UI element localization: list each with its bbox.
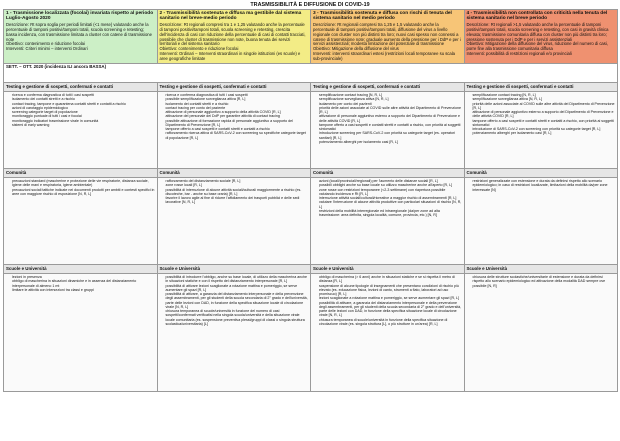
measure-item: • interruzione attività sociali/culturali/ricreative a maggior rischio di assembramenti [R, L] — [319, 196, 462, 200]
section-label: Scuole e Università — [311, 265, 465, 274]
measures-list — [6, 179, 155, 196]
scenario-heading: 3 - Trasmissibilità sostenuta e diffusa con rischi di tenuta del sistema sanitario nel medio periodo — [313, 11, 452, 22]
measures-cell — [464, 274, 618, 392]
measure-item: • chiusura temporanea di scuole/università in funzione del numero di casi sospetti/confermati verificatisi nella singola scuola/università e della situazione virale locale comunitaria (es. sospensione preventiva plessi/gruppi di classi o singola struttura scolastica/universitaria) [L] — [166, 309, 309, 326]
measure-item: • introduzione di SARS-CoV-2 con screening con priorità su categorie target [R, L] — [473, 127, 616, 131]
measure-item: • lezioni scaglionate a rotazione mattina e pomeriggio, se serve aumentare gli spazi [R, L] — [319, 296, 462, 300]
measure-item: • azioni di carotaggio epidemiologico — [12, 106, 155, 110]
scenario-interventions: Interventi: Ordinari – Interventi straordinari in singole istituzioni (es scuole) e aree geografiche limitate — [159, 51, 301, 62]
measures-cell — [311, 92, 465, 169]
section-header-row — [4, 265, 618, 274]
measure-item: • ricerca e conferma diagnostica di tutti i casi sospetti — [166, 93, 309, 97]
section-label: Testing e gestione di sospetti, confermati e contatti — [157, 83, 311, 92]
scenario-heading: 4 - Trasmissibilità non controllata con criticità nella tenuta del sistema sanitario nel breve periodo — [466, 11, 608, 22]
measure-item: • rafforzamento del distanziamento sociale [R, L] — [166, 179, 309, 183]
period-row — [4, 64, 618, 83]
measure-item: • priorità delle azioni associate al COVID sulle altre attività del Dipartimento di Prevenzione [R, L] — [473, 102, 616, 111]
section-label: Scuole e Università — [4, 265, 158, 274]
measure-item: • favorire il lavoro agile al fine di ridurre l'affollamento dei trasporti pubblici e delle sedi lavorative [N, R, L] — [166, 196, 309, 205]
measure-item: • attivazione del personale dei DdP per garantire attività di contact tracing — [166, 114, 309, 118]
measures-cell — [464, 92, 618, 169]
measure-item: • chiusura delle strutture scolastiche/universitarie di estensione e durata da definirsi rispetto allo scenario epidemiologico ed attivazione della modalità DAD sempre ove possibile [N, R] — [473, 275, 616, 288]
measures-list — [313, 93, 462, 144]
measure-item: • tampone offerto a casi sospetti e contatti stretti e contatti a rischio, con priorità ai soggetti sintomatici — [473, 119, 616, 128]
measure-item: • potenziamento alberghi per isolamento casi [R, L] — [319, 140, 462, 144]
section-body-row — [4, 274, 618, 392]
section-label: Comunità — [464, 169, 618, 178]
measures-cell — [157, 274, 311, 392]
section-header-row — [4, 83, 618, 92]
measure-item: • restrizioni della mobilità interregionale ed intraregionale (da/per zone ad alta trasmissione: area definita, singola località, comune, provincia, etc.) [N, R] — [319, 209, 462, 218]
measure-item: • possibilità di introdurre l'obbligo, anche su base locale, di utilizzo della mascherina anche in situazioni statiche e con il rispetto del distanziamento interpersonale [R, L] — [166, 275, 309, 284]
measures-cell — [311, 274, 465, 392]
measure-item: • introduzione screening per SARS-CoV-2 con priorità su categorie target (es. operatori sanitari) [R, L] — [319, 131, 462, 140]
measures-list — [467, 179, 616, 192]
measure-item: • zone rosse con restrizioni temporanee (<2-3 settimane) con riapertura possibile valutando incidenza e Rt [R, L] — [319, 188, 462, 197]
scenario-description: Descrizione: Rt sopra soglia per periodi limitati (<1 mese) valutando anche la percentuale di tamponi positivi/tamponi totali, scuola screening e retesting; bassa incidenza, con trasmissione limitata a cluster con catene di trasmissione note — [6, 21, 152, 42]
measures-list — [160, 275, 309, 326]
measures-cell — [4, 92, 158, 169]
measure-item: • attivazione di personale aggiuntivo a supporto della attività COVID [R, L] — [166, 110, 309, 114]
measure-item: • restrizioni generalizzate con estensione e durata da definirsi rispetto allo scenario epidemiologico; in caso di restrizioni localizzate, limitazioni della mobilità da/per zone interessate [N] — [473, 179, 616, 192]
measure-item: • semplificazione sorveglianza attiva [N, R, L] — [319, 97, 462, 101]
scenario-interventions: Interventi: possibilità di restrizioni regionali e/o provinciali — [466, 51, 572, 57]
scenario-description: Descrizione: Rt regionali compresi tra 1 e 1,25 valutando anche la percentuale di tamponi positivi/tamponi totali, scuola screening e retesting, crescita dell'incidenza di casi con riduzione della percentuale di casi di contatti tracciati, possibile che cluster di trasmissione non note, buona tenuta dei servizi territoriali e del sistema sanitario — [159, 21, 306, 47]
measures-cell — [311, 178, 465, 265]
measure-item: • screening categorie target di popolazione — [12, 110, 155, 114]
measure-item: • monitoraggio indicatori trasmissione virale in comunità — [12, 119, 155, 123]
measure-item: • contact tracing per conto del paziente — [166, 106, 309, 110]
measure-item: • tampone offerto a casi sospetti e contatti stretti e contatti a rischio, con priorità ai soggetti sintomatici — [319, 123, 462, 132]
measure-item: • obbligo di mascherina (> 6 anni) anche in situazioni statiche e se si rispetta il metro di distanza [R, L] — [319, 275, 462, 284]
measure-item: • possibile attivazione di formazione rapida di personale aggiuntivo a supporto del Dipartimento di Prevenzione [R, L] — [166, 119, 309, 128]
section-label: Scuole e Università — [157, 265, 311, 274]
document-title: TRASMISSIBILITÀ E DIFFUSIONE DI COVID-19 — [250, 2, 370, 8]
measure-item: • potenziamento alberghi per isolamento casi [R, L] — [473, 131, 616, 135]
section-label: Testing e gestione di sospetti, confermati e contatti — [464, 83, 618, 92]
section-label: Testing e gestione di sospetti, confermati e contatti — [4, 83, 158, 92]
scenario-heading: 1 - Trasmissione localizzata (focolai) invariata rispetto al periodo Luglio-Agosto 2020 — [6, 11, 154, 22]
section-header-row — [4, 169, 618, 178]
section-label: Comunità — [157, 169, 311, 178]
measures-list — [467, 93, 616, 136]
scenario-3-cell — [311, 10, 465, 64]
scenario-objective: Obiettivo: contenimento e riduzione focolai — [159, 46, 239, 52]
measure-item: • precauzioni sociali tattiche indicate nei documenti prodotti per ambiti e contesti specifici in aree con maggiore rischio di esposizione [N, R, L] — [12, 188, 155, 197]
scenario-4-cell — [464, 10, 618, 64]
measure-item: • possibile semplificazione sorveglianza attiva [R, L] — [166, 97, 309, 101]
scenario-objective: Obiettivo: Mitigazione della diffusione del virus, riduzione del numero di casi, porre fine alla trasmissione comunitaria diffusa — [466, 41, 608, 52]
measures-list — [160, 93, 309, 140]
measures-list — [313, 179, 462, 217]
section-label: Comunità — [311, 169, 465, 178]
measure-item: • possibili obblighi anche su base locale su utilizzo mascherine anche all'aperto [R, L] — [319, 183, 462, 187]
measure-item: • possibilità di attivare, a garanzia del distanziamento interpersonale e della prevenzione degli assembramenti, per gli studenti della scuola secondaria di 2° grado e dell'università, parte delle lezioni con DAD, in funzione della specifica situazione locale di circolazione virale [N, R, L] — [166, 292, 309, 309]
measures-cell — [157, 178, 311, 265]
scenario-interventions: Interventi: interventi straordinari estesi (restrizioni locali temporanee su scala sub-provinciale) — [313, 51, 455, 62]
scenario-1-cell — [4, 10, 158, 64]
measure-item: • possibilità di interruzione di alcune attività sociali/culturali maggiormente a rischio (es. discoteche, bar - anche su base oraria) [R, L] — [166, 188, 309, 197]
measure-item: • semplificazione contact tracing [N, R, L] — [319, 93, 462, 97]
measure-item: • tampone offerto a casi sospetti e contatti stretti e contatti a rischio — [166, 127, 309, 131]
section-body-row — [4, 178, 618, 265]
measure-item: • monitoraggio puntuale di tutti i casi e focolai — [12, 114, 155, 118]
measures-cell — [4, 274, 158, 392]
measures-cell — [464, 178, 618, 265]
measure-item: • isolamento dei contatti stretti e a rischio — [12, 97, 155, 101]
measure-item: • zone rosse locali [R, L] — [166, 183, 309, 187]
measures-list — [313, 275, 462, 326]
scenario-heading: 2 - Trasmissibilità sostenuta e diffusa ma gestibile dal sistema sanitario nel breve-medio periodo — [159, 11, 302, 22]
measures-cell — [4, 178, 158, 265]
measure-item: • isolamento per conto dei pazienti — [319, 102, 462, 106]
scenario-header-row — [4, 10, 618, 64]
section-label: Comunità — [4, 169, 158, 178]
measure-item: • possibilità di attivare, a garanzia del distanziamento interpersonale e della prevenzione degli assembramenti, per gli studenti della scuola secondaria di 2° grado e dell'università, parte delle lezioni con DAD, in funzione della specifica situazione locale di circolazione virale [N, R, L] — [319, 301, 462, 318]
measure-item: • limitare le attività con intersezioni tra classi e gruppi — [12, 288, 155, 292]
measure-item: • contact tracing, tampone e quarantena contatti stretti e contatti a rischio — [12, 102, 155, 106]
measures-list — [6, 93, 155, 127]
scenario-2-cell — [157, 10, 311, 64]
measures-list — [6, 275, 155, 292]
scenario-interventions: Interventi: Criteri minimi – interventi Ordinari — [6, 46, 88, 52]
measure-item: • azioni (locali/provinciali/regionali) per l'aumento delle distanze sociali [R, L] — [319, 179, 462, 183]
scenario-table — [3, 9, 618, 392]
measures-list — [160, 179, 309, 205]
measure-item: • attivazione di personale aggiuntivo esterno a supporto del Dipartimento di Prevenzione e delle attività COVID [R, L] — [319, 114, 462, 123]
measure-item: • attivazione di personale aggiuntivo esterno a supporto del Dipartimento di Prevenzione e delle attività COVID [R, L] — [473, 110, 616, 119]
measures-list — [467, 275, 616, 288]
measure-item: • lezioni in presenza — [12, 275, 155, 279]
scenario-objective: Obiettivo: Mitigazione della diffusione del virus — [313, 46, 399, 52]
scenario-description: Descrizione: Rt regionali compresi tra 1,25 e 1,5 valutando anche la percentuale di tamponi positivi/tamponi totali, diffusione del virus a livello regionale con cluster non più distinti tra loro; nuovi casi spesso non connessi a catene di trasmissione note; graduale aumento della pressione per i DdP e per i servizi assistenziali; modesta limitazione del potenziale di trasmissione — [313, 21, 461, 47]
measure-item: • sistemi di early warning — [12, 123, 155, 127]
scenario-description: Descrizione: Rt regionali >1,5 valutando anche la percentuale di tamponi positivi/tamponi totali, scuola screening e retesting, con casi in gravità clinica elevata; trasmissione comunitaria diffusa con cluster non più distinti tra loro; pressione sostenuta per i DdP e per i servizi assistenziali — [466, 21, 609, 42]
measure-item: • precauzioni standard (mascherine e protezione delle vie respiratorie, distanza sociale, igiene delle mani e respiratoria, igiene ambientale) — [12, 179, 155, 188]
measures-cell — [157, 92, 311, 169]
measure-item: • obbligo di mascherina in situazioni dinamiche e in assenza del distanziamento interpersonale di almeno 1 mt — [12, 279, 155, 288]
measure-item: • possibilità di attivare lezioni scaglionate a rotazione mattina e pomeriggio, se serve aumentare gli spazi [R, L] — [166, 284, 309, 293]
measure-item: • isolamento dei contatti stretti e a rischio — [166, 102, 309, 106]
period-label: SETT. – OTT. 2020 (incidenza ILI ancora BASSA) — [4, 64, 618, 83]
measure-item: • semplificazione sorveglianza attiva [N, R, L] — [473, 97, 616, 101]
measure-item: • rafforzamento ricerca attiva di SARS-CoV-2 con screening su specifiche categorie target di popolazione [R, L] — [166, 131, 309, 140]
measure-item: • valutare l'interruzione di alcune attività produttive con particolari situazioni di rischio [N, R, L] — [319, 200, 462, 209]
section-label: Testing e gestione di sospetti, confermati e contatti — [311, 83, 465, 92]
measure-item: • semplificazione contact tracing [N, R, L] — [473, 93, 616, 97]
measure-item: • chiusura temporanea di scuole/università in funzione della specifica situazione di circolazione virale (es. singola struttura [L], o più strutture in un'area) [R, L] — [319, 318, 462, 327]
section-label: Scuole e Università — [464, 265, 618, 274]
scenario-objective: Obiettivo: contenimento e riduzione focolai — [6, 41, 85, 47]
section-body-row — [4, 92, 618, 169]
measure-item: • priorità delle azioni associate al COVID sulle altre attività del Dipartimento di Prevenzione [R, L] — [319, 106, 462, 115]
measure-item: • sospensione di alcune tipologie di insegnamenti che presentano condizioni di rischio più elevato (es. educazione fisica, lezioni di canto, strumenti a fiato, laboratori ad uso promiscuo) [R, L] — [319, 284, 462, 297]
measure-item: • ricerca e conferma diagnostica di tutti i casi sospetti — [12, 93, 155, 97]
